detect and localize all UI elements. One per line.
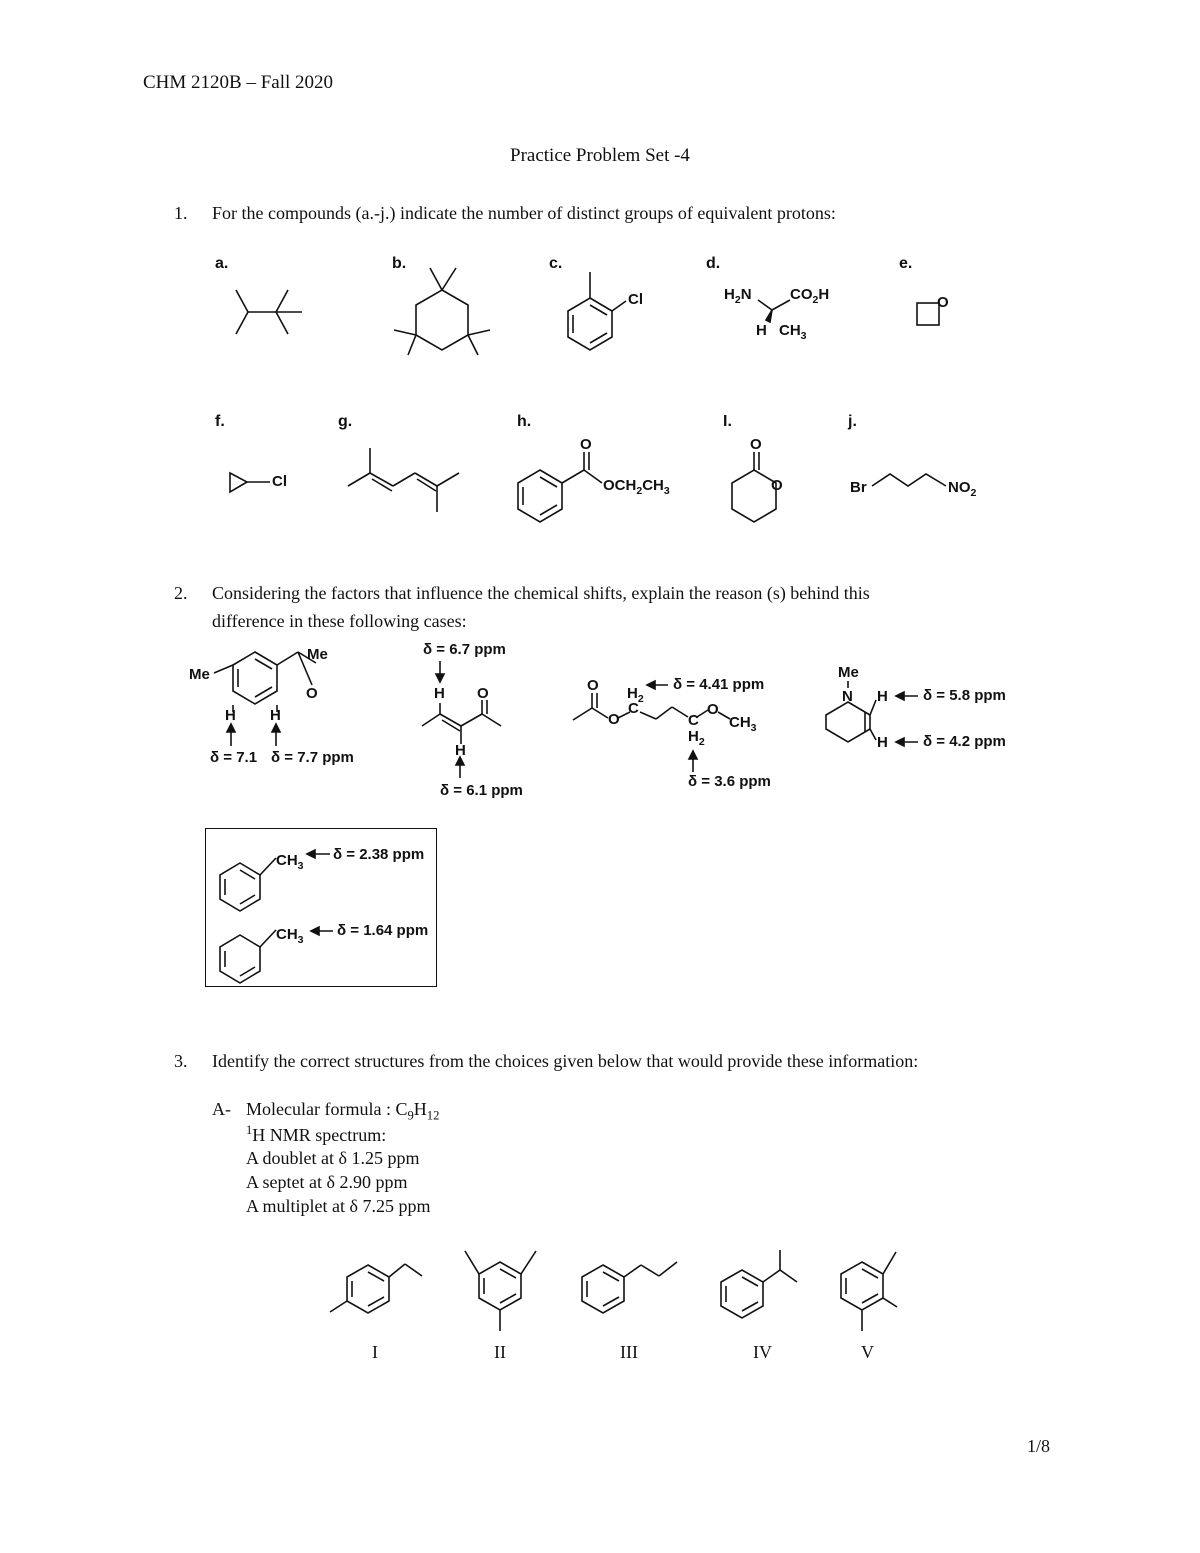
structure-d [758, 300, 790, 322]
q1-label-j: j. [848, 413, 857, 430]
box-ch3-b: $CH_3$ [276, 926, 304, 946]
q3-structure-II [465, 1251, 536, 1331]
q3-nmr-line-2: A septet at δ 2.90 ppm [246, 1172, 408, 1192]
q1-label-h: h. [517, 413, 532, 430]
m3-ch3: $CH_3$ [729, 714, 757, 734]
m4-n: N [842, 688, 853, 705]
m1-shift1: δ = 7.1 [210, 749, 258, 766]
m3-o-ether: O [707, 701, 719, 718]
structure-h [518, 452, 602, 522]
q3-structure-V [841, 1252, 897, 1331]
structure-i [732, 452, 776, 522]
choice-label-I: I [372, 1342, 378, 1362]
m4-h2: H [877, 734, 888, 751]
m1-shift2: δ = 7.7 ppm [271, 749, 354, 766]
q1-label-g: g. [338, 413, 353, 430]
structure-f [230, 473, 270, 492]
m4-h1: H [877, 688, 888, 705]
h-ester-label: $OCH_2CH_3$ [603, 477, 670, 497]
q3-nmr-line-3: A multiplet at δ 7.25 ppm [246, 1196, 431, 1216]
m3-c2: C [688, 712, 699, 729]
i-o-ring-label: O [771, 477, 783, 494]
h-o-label: O [580, 436, 592, 453]
m4-me: Me [838, 664, 859, 681]
d-co2h-label: $CO_2H$ [790, 286, 830, 306]
m1-h1: H [225, 707, 236, 724]
j-no2-label: $NO_2$ [948, 479, 977, 499]
q3-structure-IV [721, 1250, 797, 1318]
c-cl-label: Cl [628, 291, 643, 308]
q1-label-d: d. [706, 255, 721, 272]
q1-label-b: b. [392, 255, 407, 272]
m2-h-top: H [434, 685, 445, 702]
structure-e [917, 303, 939, 325]
q1-number: 1. [174, 203, 188, 223]
q3-number: 3. [174, 1051, 188, 1071]
q1-label-i: I. [723, 413, 732, 430]
m1-me-top: Me [307, 646, 328, 663]
choice-label-III: III [620, 1342, 638, 1362]
q3-nmr-heading: $^1$H NMR spectrum: [246, 1123, 387, 1145]
m2-o: O [477, 685, 489, 702]
m2-shift-top: δ = 6.7 ppm [423, 641, 506, 658]
q3-text: Identify the correct structures from the choices given below that would provide these information: [212, 1051, 919, 1071]
course-header: CHM 2120B – Fall 2020 [143, 72, 334, 93]
m1-me-left: Me [189, 666, 210, 683]
box-shift-a: δ = 2.38 ppm [333, 846, 425, 863]
m4-shift2: δ = 4.2 ppm [923, 733, 1006, 750]
d-h-label: H [756, 322, 767, 339]
q1-label-a: a. [215, 255, 229, 272]
m3-c1: C [628, 700, 639, 717]
e-o-label: O [937, 294, 949, 311]
m1-o: O [306, 685, 318, 702]
q1-text: For the compounds (a.-j.) indicate the number of distinct groups of equivalent protons: [212, 203, 836, 223]
page-title: Practice Problem Set -4 [510, 145, 690, 166]
structure-a [236, 290, 302, 334]
q2-structure-2 [422, 661, 501, 778]
m3-shift-bot: δ = 3.6 ppm [688, 773, 771, 790]
q1-label-c: c. [549, 255, 563, 272]
m3-h2-top: $H_2$ [627, 685, 644, 705]
q2-number: 2. [174, 583, 188, 603]
box-ch3-a: $CH_3$ [276, 852, 304, 872]
i-o-carbonyl-label: O [750, 436, 762, 453]
q2-text-line2: difference in these following cases: [212, 611, 467, 631]
page-number: 1/8 [1027, 1436, 1051, 1456]
j-br-label: Br [850, 479, 867, 496]
d-ch3-label: $CH_3$ [779, 322, 807, 342]
q3-nmr-line-1: A doublet at δ 1.25 ppm [246, 1148, 420, 1168]
structure-j [872, 474, 946, 486]
m3-h2-bot: $H_2$ [688, 728, 705, 748]
q3-structure-I [330, 1264, 422, 1313]
q3-formula: Molecular formula : $C_9H_{12}$ [246, 1099, 440, 1123]
choice-label-V: V [861, 1342, 874, 1362]
m3-o-ester: O [608, 711, 620, 728]
m1-h2: H [270, 707, 281, 724]
m2-h-bot: H [455, 742, 466, 759]
q2-text-line1: Considering the factors that influence the chemical shifts, explain the reason (s) behind this [212, 583, 870, 603]
structure-b [394, 268, 490, 355]
structure-c [568, 272, 626, 350]
choice-label-II: II [494, 1342, 506, 1362]
q3-structure-III [582, 1262, 677, 1313]
q3-part-a-label: A- [212, 1099, 231, 1119]
m4-shift1: δ = 5.8 ppm [923, 687, 1006, 704]
q2-structure-4 [826, 681, 918, 746]
m3-o-top: O [587, 677, 599, 694]
q2-structure-3 [573, 681, 730, 772]
m3-shift-top: δ = 4.41 ppm [673, 676, 765, 693]
f-cl-label: Cl [272, 473, 287, 490]
structure-g [348, 448, 459, 512]
q1-label-e: e. [899, 255, 913, 272]
d-h2n-label: $H_2N$ [724, 286, 752, 306]
choice-label-IV: IV [753, 1342, 772, 1362]
m2-shift-bot: δ = 6.1 ppm [440, 782, 523, 799]
q2-structure-1 [214, 652, 316, 746]
box-shift-b: δ = 1.64 ppm [337, 922, 429, 939]
q1-label-f: f. [215, 413, 225, 430]
